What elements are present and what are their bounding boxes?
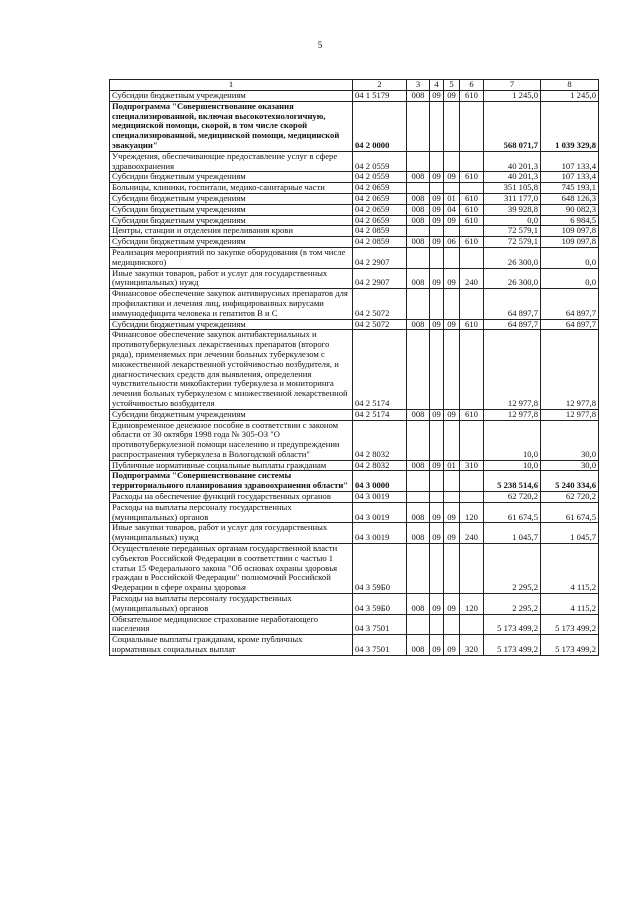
row-amount-1-cell: 568 071,7 [484,101,541,151]
row-code-cell: 04 2 2907 [353,268,407,289]
table-row [110,172,599,183]
row-rz-cell: 09 [430,172,444,183]
row-name-cell: Подпрограмма "Совершенствование оказания специализированной, включая высокотехнологичную, медицинской помощи, скорой, в том числе скорой специализированной, медицинской помощи, медицинской эвакуации" [110,101,353,151]
column-header: 4 [430,80,444,91]
row-code-cell: 04 3 59Б0 [353,594,407,615]
row-kv-cell [460,289,484,319]
row-vr-cell [407,544,430,594]
row-amount-1-cell: 0,0 [484,215,541,226]
table-row [110,330,599,409]
row-name-cell: Субсидии бюджетным учреждениям [110,204,353,215]
row-kv-cell [460,247,484,268]
row-vr-cell: 008 [407,204,430,215]
row-kv-cell: 240 [460,523,484,544]
table-row [110,544,599,594]
row-code-cell: 04 3 0019 [353,502,407,523]
row-amount-1-cell: 72 579,1 [484,226,541,237]
row-amount-1-cell: 62 720,2 [484,492,541,503]
row-pr-cell [444,289,460,319]
row-pr-cell [444,247,460,268]
row-name-cell: Подпрограмма "Совершенствование системы территориального планирования здравоохранения области" [110,471,353,492]
row-name-cell: Субсидии бюджетным учреждениям [110,409,353,420]
row-rz-cell: 09 [430,594,444,615]
row-amount-1-cell: 12 977,8 [484,409,541,420]
table-body [110,80,599,656]
table-row [110,523,599,544]
row-name-cell: Реализация мероприятий по закупке оборудования (в том числе медицинского) [110,247,353,268]
row-pr-cell [444,226,460,237]
row-code-cell: 04 3 7501 [353,635,407,656]
row-amount-2-cell: 1 245,0 [541,91,599,102]
row-rz-cell: 09 [430,409,444,420]
row-kv-cell [460,471,484,492]
row-name-cell: Иные закупки товаров, работ и услуг для государственных (муниципальных) нужд [110,268,353,289]
row-vr-cell: 008 [407,193,430,204]
row-kv-cell [460,492,484,503]
row-kv-cell: 120 [460,502,484,523]
column-header: 7 [484,80,541,91]
table-row [110,183,599,194]
row-name-cell: Субсидии бюджетным учреждениям [110,319,353,330]
row-pr-cell: 09 [444,502,460,523]
row-amount-1-cell: 311 177,0 [484,193,541,204]
row-name-cell: Единовременное денежное пособие в соответствии с законом области от 30 октября 1998 года № 305-ОЗ "О противотуберкулезной помощи населению и предупреждении распространения туберкулеза в Вологодской области" [110,420,353,460]
row-amount-1-cell: 1 245,0 [484,91,541,102]
column-header: 1 [110,80,353,91]
row-amount-2-cell: 12 977,8 [541,409,599,420]
table-row [110,237,599,248]
row-rz-cell [430,544,444,594]
row-amount-1-cell: 64 897,7 [484,289,541,319]
row-amount-1-cell: 2 295,2 [484,594,541,615]
row-code-cell: 04 2 5072 [353,319,407,330]
budget-table [109,79,599,656]
table-row [110,226,599,237]
row-vr-cell: 008 [407,319,430,330]
row-vr-cell [407,330,430,409]
row-code-cell: 04 2 0859 [353,226,407,237]
row-amount-1-cell: 12 977,8 [484,330,541,409]
row-code-cell: 04 2 0659 [353,193,407,204]
row-pr-cell: 09 [444,215,460,226]
table-row [110,193,599,204]
row-kv-cell: 610 [460,91,484,102]
table-row [110,471,599,492]
row-kv-cell: 610 [460,319,484,330]
row-kv-cell: 610 [460,172,484,183]
row-amount-1-cell: 2 295,2 [484,544,541,594]
row-amount-2-cell: 5 240 334,6 [541,471,599,492]
row-name-cell: Субсидии бюджетным учреждениям [110,193,353,204]
row-amount-1-cell: 1 045,7 [484,523,541,544]
row-code-cell: 04 2 0659 [353,183,407,194]
row-code-cell: 04 2 0000 [353,101,407,151]
table-row [110,151,599,172]
row-rz-cell [430,471,444,492]
row-code-cell: 04 3 0019 [353,492,407,503]
row-code-cell: 04 2 0859 [353,237,407,248]
row-vr-cell: 008 [407,172,430,183]
row-kv-cell [460,544,484,594]
table-row [110,319,599,330]
row-vr-cell: 008 [407,635,430,656]
row-amount-2-cell: 4 115,2 [541,594,599,615]
row-vr-cell: 008 [407,268,430,289]
row-rz-cell [430,183,444,194]
row-pr-cell: 09 [444,172,460,183]
row-rz-cell [430,101,444,151]
column-header: 2 [353,80,407,91]
table-header-row [110,80,599,91]
row-code-cell: 04 2 0559 [353,151,407,172]
row-code-cell: 04 2 5072 [353,289,407,319]
row-code-cell: 04 2 5174 [353,409,407,420]
row-amount-2-cell: 109 097,8 [541,226,599,237]
row-amount-2-cell: 62 720,2 [541,492,599,503]
row-pr-cell [444,330,460,409]
row-amount-1-cell: 40 201,3 [484,151,541,172]
row-amount-1-cell: 5 173 499,2 [484,614,541,635]
table-row [110,268,599,289]
row-code-cell: 04 2 8032 [353,460,407,471]
row-amount-2-cell: 107 133,4 [541,172,599,183]
row-rz-cell [430,330,444,409]
row-pr-cell [444,420,460,460]
row-code-cell: 04 3 0000 [353,471,407,492]
table-row [110,492,599,503]
row-amount-2-cell: 5 173 499,2 [541,635,599,656]
row-vr-cell: 008 [407,460,430,471]
row-rz-cell [430,420,444,460]
row-amount-1-cell: 39 928,8 [484,204,541,215]
row-name-cell: Иные закупки товаров, работ и услуг для государственных (муниципальных) нужд [110,523,353,544]
row-amount-2-cell: 109 097,8 [541,237,599,248]
row-vr-cell [407,101,430,151]
row-kv-cell: 310 [460,460,484,471]
row-rz-cell [430,492,444,503]
row-amount-2-cell: 30,0 [541,460,599,471]
row-vr-cell: 008 [407,409,430,420]
row-name-cell: Расходы на выплаты персоналу государственных (муниципальных) органов [110,594,353,615]
row-kv-cell: 610 [460,237,484,248]
row-vr-cell: 008 [407,594,430,615]
row-pr-cell: 09 [444,268,460,289]
row-amount-1-cell: 10,0 [484,420,541,460]
row-pr-cell [444,151,460,172]
row-amount-2-cell: 0,0 [541,247,599,268]
row-pr-cell: 09 [444,91,460,102]
table-row [110,91,599,102]
row-rz-cell: 09 [430,193,444,204]
row-name-cell: Расходы на обеспечение функций государственных органов [110,492,353,503]
row-pr-cell: 09 [444,409,460,420]
row-pr-cell [444,544,460,594]
row-name-cell: Расходы на выплаты персоналу государственных (муниципальных) органов [110,502,353,523]
row-amount-2-cell: 6 984,5 [541,215,599,226]
table-row [110,460,599,471]
row-amount-1-cell: 351 105,8 [484,183,541,194]
row-rz-cell [430,289,444,319]
row-name-cell: Публичные нормативные социальные выплаты гражданам [110,460,353,471]
row-pr-cell: 09 [444,594,460,615]
row-code-cell: 04 3 7501 [353,614,407,635]
row-kv-cell: 320 [460,635,484,656]
row-vr-cell: 008 [407,502,430,523]
row-pr-cell [444,183,460,194]
row-name-cell: Обязательное медицинское страхование неработающего населения [110,614,353,635]
row-rz-cell: 09 [430,523,444,544]
row-rz-cell: 09 [430,91,444,102]
row-pr-cell [444,614,460,635]
row-name-cell: Центры, станции и отделения переливания крови [110,226,353,237]
row-code-cell: 04 2 8032 [353,420,407,460]
page-number: 5 [317,40,323,50]
row-amount-2-cell: 30,0 [541,420,599,460]
row-rz-cell: 09 [430,237,444,248]
row-name-cell: Больницы, клиники, госпитали, медико-санитарные части [110,183,353,194]
row-kv-cell [460,101,484,151]
row-code-cell: 04 1 5179 [353,91,407,102]
row-code-cell: 04 2 0659 [353,215,407,226]
row-kv-cell: 610 [460,409,484,420]
row-amount-1-cell: 26 300,0 [484,268,541,289]
row-rz-cell: 09 [430,268,444,289]
row-kv-cell [460,226,484,237]
row-vr-cell [407,614,430,635]
row-vr-cell: 008 [407,237,430,248]
row-amount-2-cell: 4 115,2 [541,544,599,594]
column-header: 8 [541,80,599,91]
row-pr-cell: 04 [444,204,460,215]
table-row [110,247,599,268]
table-row [110,594,599,615]
row-amount-2-cell: 0,0 [541,268,599,289]
row-amount-2-cell: 745 193,1 [541,183,599,194]
table-row [110,614,599,635]
row-amount-2-cell: 12 977,8 [541,330,599,409]
table-row [110,215,599,226]
row-pr-cell: 09 [444,523,460,544]
row-amount-1-cell: 72 579,1 [484,237,541,248]
row-amount-1-cell: 61 674,5 [484,502,541,523]
row-kv-cell: 610 [460,193,484,204]
row-amount-2-cell: 1 039 329,8 [541,101,599,151]
row-rz-cell: 09 [430,319,444,330]
row-kv-cell [460,614,484,635]
row-rz-cell: 09 [430,204,444,215]
row-rz-cell: 09 [430,502,444,523]
row-code-cell: 04 3 0019 [353,523,407,544]
row-pr-cell: 06 [444,237,460,248]
row-name-cell: Субсидии бюджетным учреждениям [110,91,353,102]
row-amount-1-cell: 40 201,3 [484,172,541,183]
table-row [110,502,599,523]
column-header: 3 [407,80,430,91]
row-pr-cell: 01 [444,460,460,471]
row-name-cell: Субсидии бюджетным учреждениям [110,237,353,248]
row-name-cell: Осуществление переданных органам государственной власти субъектов Российской Федерации в соответствии с частью 1 статьи 15 Федерального закона "Об основах охраны здоровья граждан в Российской Федерации" полномочий Российской Федерации в сфере охраны здоровья [110,544,353,594]
row-amount-2-cell: 64 897,7 [541,319,599,330]
row-name-cell: Субсидии бюджетным учреждениям [110,215,353,226]
row-vr-cell [407,492,430,503]
row-code-cell: 04 2 2907 [353,247,407,268]
row-rz-cell: 09 [430,215,444,226]
row-vr-cell: 008 [407,215,430,226]
row-rz-cell: 09 [430,460,444,471]
row-name-cell: Социальные выплаты гражданам, кроме публичных нормативных социальных выплат [110,635,353,656]
row-name-cell: Финансовое обеспечение закупок антибактериальных и противотуберкулезных лекарственных препаратов (второго ряда), применяемых при лечении больных туберкулезом с множественной лекарственной устойчивостью возбудителя, и диагностических средств для выявления, определения чувствительности микобактерии туберкулеза и мониторинга лечения больных туберкулезом с множественной лекарственной устойчивостью возбудителя [110,330,353,409]
row-amount-2-cell: 107 133,4 [541,151,599,172]
row-rz-cell [430,226,444,237]
row-pr-cell: 09 [444,319,460,330]
table-row [110,289,599,319]
row-name-cell: Финансовое обеспечение закупок антивирусных препаратов для профилактики и лечения лиц, инфицированных вирусами иммунодефицита человека и гепатитов В и С [110,289,353,319]
column-header: 5 [444,80,460,91]
row-vr-cell [407,226,430,237]
row-rz-cell [430,614,444,635]
row-vr-cell: 008 [407,523,430,544]
row-vr-cell [407,471,430,492]
row-vr-cell [407,420,430,460]
row-amount-1-cell: 10,0 [484,460,541,471]
row-code-cell: 04 2 0559 [353,172,407,183]
row-pr-cell [444,492,460,503]
table-row [110,635,599,656]
row-pr-cell [444,101,460,151]
row-rz-cell [430,151,444,172]
row-amount-2-cell: 648 126,3 [541,193,599,204]
row-kv-cell [460,330,484,409]
row-amount-1-cell: 5 238 514,6 [484,471,541,492]
row-pr-cell: 01 [444,193,460,204]
row-vr-cell [407,151,430,172]
row-name-cell: Субсидии бюджетным учреждениям [110,172,353,183]
row-amount-2-cell: 90 082,3 [541,204,599,215]
table-row [110,204,599,215]
row-code-cell: 04 3 59Б0 [353,544,407,594]
table-row [110,409,599,420]
column-header: 6 [460,80,484,91]
row-vr-cell: 008 [407,91,430,102]
row-amount-1-cell: 64 897,7 [484,319,541,330]
row-pr-cell [444,471,460,492]
row-amount-2-cell: 5 173 499,2 [541,614,599,635]
row-pr-cell: 09 [444,635,460,656]
table-row [110,101,599,151]
row-amount-1-cell: 5 173 499,2 [484,635,541,656]
row-amount-2-cell: 64 897,7 [541,289,599,319]
row-kv-cell: 240 [460,268,484,289]
row-kv-cell [460,420,484,460]
row-kv-cell: 610 [460,204,484,215]
row-amount-1-cell: 26 300,0 [484,247,541,268]
row-vr-cell [407,247,430,268]
row-code-cell: 04 2 5174 [353,330,407,409]
row-kv-cell [460,151,484,172]
row-kv-cell: 610 [460,215,484,226]
row-amount-2-cell: 1 045,7 [541,523,599,544]
row-amount-2-cell: 61 674,5 [541,502,599,523]
row-kv-cell: 120 [460,594,484,615]
row-rz-cell: 09 [430,635,444,656]
row-code-cell: 04 2 0659 [353,204,407,215]
row-vr-cell [407,289,430,319]
row-vr-cell [407,183,430,194]
row-name-cell: Учреждения, обеспечивающие предоставление услуг в сфере здравоохранения [110,151,353,172]
row-kv-cell [460,183,484,194]
table-row [110,420,599,460]
row-rz-cell [430,247,444,268]
